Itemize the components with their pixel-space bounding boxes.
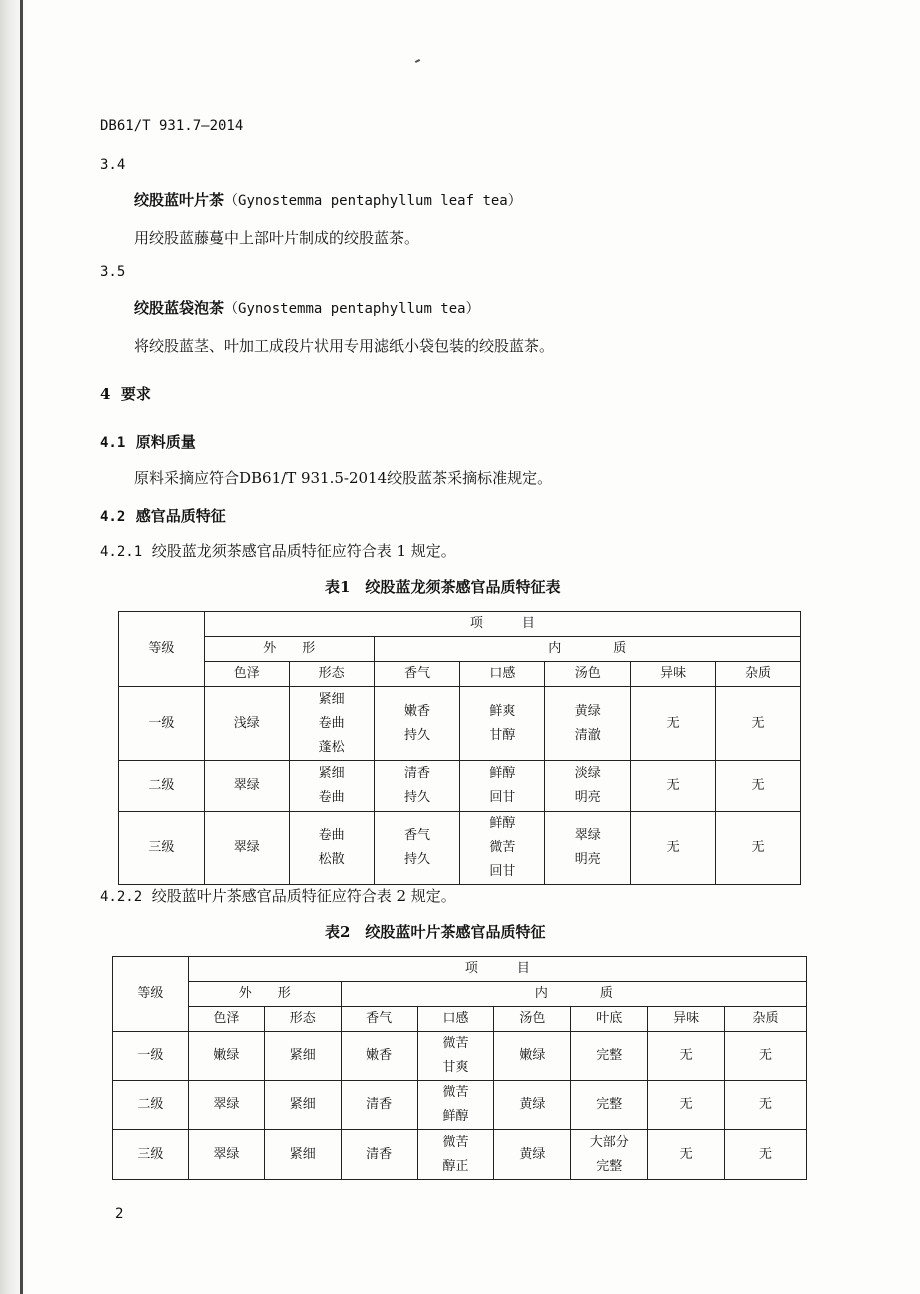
taste-cell: 微苦 甘爽: [417, 1032, 494, 1081]
color-cell: 翠绿: [204, 761, 289, 812]
heading-number: 4: [100, 385, 111, 403]
liquor-cell: 黄绿 清澈: [545, 687, 631, 761]
column-header: 色泽: [188, 1007, 264, 1032]
column-header: 口感: [417, 1007, 494, 1032]
shape-cell: 紧细 卷曲: [289, 761, 374, 812]
clause-number: 4.2.2: [100, 889, 143, 905]
section-4-2-heading: [100, 506, 226, 527]
grade-cell: 一级: [119, 687, 205, 761]
aroma-cell: 清香: [341, 1130, 417, 1180]
header-item: 项 目: [204, 612, 800, 637]
aroma-cell: 嫩香: [341, 1032, 417, 1081]
heading-title: 要求: [120, 385, 151, 403]
section-4-2-1-text: [100, 541, 456, 562]
clause-text: 绞股蓝叶片茶感官品质特征应符合表 2 规定。: [151, 887, 456, 905]
taste-cell: 鲜醇 微苦 回甘: [460, 812, 545, 885]
column-header: 香气: [374, 662, 460, 687]
color-cell: 翠绿: [188, 1130, 264, 1180]
document-code: DB61/T 931.7—2014: [100, 118, 244, 134]
column-header: 叶底: [571, 1007, 648, 1032]
odor-cell: 无: [631, 687, 716, 761]
header-appearance: 外 形: [188, 982, 341, 1007]
liquor-cell: 嫩绿: [494, 1032, 571, 1081]
table-row: [113, 1130, 807, 1180]
table-row: [119, 812, 801, 885]
color-cell: 嫩绿: [188, 1032, 264, 1081]
column-header: 杂质: [725, 1007, 807, 1032]
impurity-cell: 无: [716, 687, 801, 761]
clause-text: 绞股蓝龙须茶感官品质特征应符合表 1 规定。: [151, 542, 456, 560]
aroma-cell: 香气 持久: [374, 812, 460, 885]
impurity-cell: 无: [716, 812, 801, 885]
header-grade: 等级: [119, 612, 205, 687]
liquor-cell: 淡绿 明亮: [545, 761, 631, 812]
heading-title: 原料质量: [135, 433, 196, 451]
column-header: 口感: [460, 662, 545, 687]
section-3-5-number: 3.5: [100, 264, 126, 280]
heading-number: 4.2: [100, 509, 126, 525]
odor-cell: 无: [648, 1032, 725, 1081]
section-3-5-term: [134, 298, 480, 319]
liquor-cell: 黄绿: [494, 1130, 571, 1180]
scan-speck: [415, 59, 420, 63]
grade-cell: 三级: [113, 1130, 189, 1180]
aroma-cell: 清香: [341, 1081, 417, 1130]
table1-caption: 表1 绞股蓝龙须茶感官品质特征表: [325, 578, 561, 596]
taste-cell: 微苦 醇正: [417, 1130, 494, 1180]
taste-cell: 鲜爽 甘醇: [460, 687, 545, 761]
header-intrinsic: 内 质: [341, 982, 806, 1007]
impurity-cell: 无: [725, 1130, 807, 1180]
section-3-5-definition: 将绞股蓝茎、叶加工成段片状用专用滤纸小袋包装的绞股蓝茶。: [134, 337, 555, 355]
leaf-cell: 完整: [571, 1081, 648, 1130]
odor-cell: 无: [648, 1130, 725, 1180]
column-header: 香气: [341, 1007, 417, 1032]
color-cell: 翠绿: [188, 1081, 264, 1130]
taste-cell: 鲜醇 回甘: [460, 761, 545, 812]
aroma-cell: 清香 持久: [374, 761, 460, 812]
column-header: 异味: [648, 1007, 725, 1032]
column-header: 杂质: [716, 662, 801, 687]
grade-cell: 一级: [113, 1032, 189, 1081]
impurity-cell: 无: [716, 761, 801, 812]
table-row: [119, 761, 801, 812]
table1: [118, 611, 801, 885]
term-en: （Gynostemma pentaphyllum tea）: [224, 301, 480, 317]
column-header: 色泽: [204, 662, 289, 687]
table2-caption: 表2 绞股蓝叶片茶感官品质特征: [325, 923, 546, 941]
shape-cell: 紧细: [264, 1032, 341, 1081]
page-number: 2: [115, 1206, 124, 1222]
table-row: [113, 1081, 807, 1130]
column-header: 形态: [264, 1007, 341, 1032]
leaf-cell: 大部分 完整: [571, 1130, 648, 1180]
impurity-cell: 无: [725, 1032, 807, 1081]
term-en: （Gynostemma pentaphyllum leaf tea）: [224, 193, 522, 209]
heading-title: 感官品质特征: [135, 507, 226, 525]
grade-cell: 二级: [119, 761, 205, 812]
section-3-4-term: [134, 190, 522, 211]
section-4-1-text: 原料采摘应符合DB61/T 931.5-2014绞股蓝茶采摘标准规定。: [134, 469, 553, 487]
odor-cell: 无: [631, 812, 716, 885]
section-4-1-heading: [100, 432, 196, 453]
grade-cell: 三级: [119, 812, 205, 885]
term-zh: 绞股蓝袋泡茶: [134, 299, 225, 317]
aroma-cell: 嫩香 持久: [374, 687, 460, 761]
impurity-cell: 无: [725, 1081, 807, 1130]
column-header: 形态: [289, 662, 374, 687]
column-header: 汤色: [494, 1007, 571, 1032]
leaf-cell: 完整: [571, 1032, 648, 1081]
shape-cell: 紧细 卷曲 蓬松: [289, 687, 374, 761]
liquor-cell: 翠绿 明亮: [545, 812, 631, 885]
column-header: 汤色: [545, 662, 631, 687]
odor-cell: 无: [648, 1081, 725, 1130]
color-cell: 浅绿: [204, 687, 289, 761]
shape-cell: 卷曲 松散: [289, 812, 374, 885]
section-4-2-2-text: [100, 886, 456, 907]
color-cell: 翠绿: [204, 812, 289, 885]
shape-cell: 紧细: [264, 1081, 341, 1130]
liquor-cell: 黄绿: [494, 1081, 571, 1130]
odor-cell: 无: [631, 761, 716, 812]
grade-cell: 二级: [113, 1081, 189, 1130]
header-appearance: 外 形: [204, 637, 374, 662]
section-3-4-definition: 用绞股蓝藤蔓中上部叶片制成的绞股蓝茶。: [134, 229, 420, 247]
section-4-heading: [100, 384, 151, 404]
clause-number: 4.2.1: [100, 544, 143, 560]
heading-number: 4.1: [100, 435, 126, 451]
header-grade: 等级: [113, 957, 189, 1032]
table2: [112, 956, 807, 1180]
table-row: [119, 687, 801, 761]
scan-binding-line: [20, 0, 23, 1294]
section-3-4-number: 3.4: [100, 157, 126, 173]
taste-cell: 微苦 鲜醇: [417, 1081, 494, 1130]
column-header: 异味: [631, 662, 716, 687]
term-zh: 绞股蓝叶片茶: [134, 191, 225, 209]
header-item: 项 目: [188, 957, 806, 982]
table-row: [113, 1032, 807, 1081]
shape-cell: 紧细: [264, 1130, 341, 1180]
header-intrinsic: 内 质: [374, 637, 800, 662]
